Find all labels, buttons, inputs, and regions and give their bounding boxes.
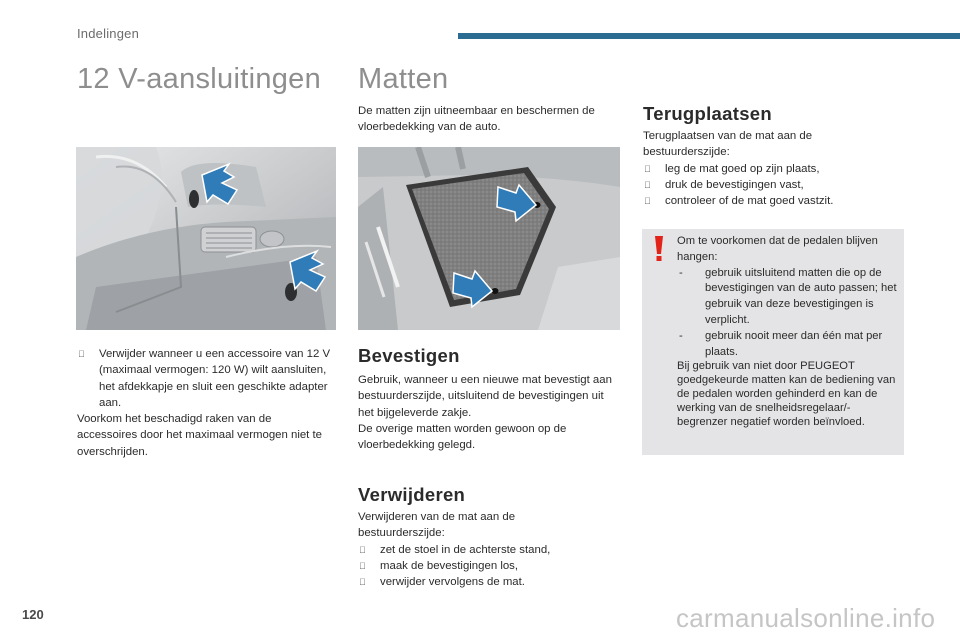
header-bar bbox=[458, 33, 960, 39]
section-label: Indelingen bbox=[77, 26, 139, 41]
list-item: controleer of de mat goed vastzit. bbox=[643, 193, 898, 209]
bullet-icon bbox=[78, 346, 85, 362]
floor-mat-illustration bbox=[358, 147, 620, 330]
bullet-icon bbox=[644, 161, 651, 177]
dash-marker: - bbox=[679, 329, 683, 342]
remove-text bbox=[358, 509, 603, 590]
bullet-icon bbox=[644, 193, 651, 209]
dash-marker: - bbox=[679, 266, 683, 279]
install-text: Gebruik, wanneer u een nieuwe mat bevestigt aan bestuurderszijde, uitsluitend de bevestigingen uit het bijgeleverde zakje. De overige matten worden gewoon op de vloerbedekking gelegd. bbox=[358, 374, 612, 452]
socket-note: Voorkom het beschadigd raken van de accessoires door het maximaal vermogen niet te overschrijden. bbox=[77, 413, 323, 458]
heading-refit: Terugplaatsen bbox=[643, 103, 772, 124]
bullet-icon bbox=[359, 558, 366, 574]
socket-instructions bbox=[77, 346, 332, 460]
bullet-icon bbox=[359, 542, 366, 558]
remove-intro: Verwijderen van de mat aan de bestuurderszijde: bbox=[358, 511, 516, 540]
refit-bullet-list bbox=[643, 161, 898, 210]
watermark: carmanualsonline.info bbox=[676, 603, 936, 633]
list-item: druk de bevestigingen vast, bbox=[643, 177, 898, 193]
title-mats: Matten bbox=[358, 63, 449, 95]
warning-text bbox=[677, 234, 899, 429]
socket-illustration bbox=[76, 147, 336, 330]
socket-bullet-list bbox=[77, 346, 332, 411]
list-item: - gebruik uitsluitend matten die op de bevestigingen van de auto passen; het gebruik van deze bevestigingen is verplicht. bbox=[679, 266, 897, 326]
bullet-icon bbox=[644, 177, 651, 193]
list-item: leg de mat goed op zijn plaats, bbox=[643, 161, 898, 177]
exclamation-icon bbox=[652, 236, 666, 262]
list-item: - gebruik nooit meer dan één mat per plaats. bbox=[679, 329, 883, 358]
list-item: Verwijder wanneer u een accessoire van 12 V (maximaal vermogen: 120 W) wilt aansluiten, het afdekkapje en sluit een geschikte adapter aan. bbox=[77, 346, 332, 411]
list-item: zet de stoel in de achterste stand, bbox=[358, 542, 603, 558]
list-item: maak de bevestigingen los, bbox=[358, 558, 603, 574]
refit-intro: Terugplaatsen van de mat aan de bestuurderszijde: bbox=[643, 130, 813, 159]
title-12v-sockets: 12 V-aansluitingen bbox=[77, 63, 322, 95]
bullet-icon bbox=[359, 574, 366, 590]
warning-outro: Bij gebruik van niet door PEUGEOT goedgekeurde matten kan de bediening van de pedalen worden gehinderd en kan de werking van de snelheidsregelaar/-begrenzer negatief worden beïnvloed. bbox=[677, 360, 896, 428]
refit-text bbox=[643, 128, 898, 209]
warning-intro: Om te voorkomen dat de pedalen blijven hangen: bbox=[677, 235, 878, 263]
heading-install: Bevestigen bbox=[358, 345, 460, 366]
remove-bullet-list bbox=[358, 542, 603, 591]
page-number: 120 bbox=[22, 607, 44, 622]
heading-remove: Verwijderen bbox=[358, 484, 466, 505]
mats-intro: De matten zijn uitneembaar en beschermen de vloerbedekking van de auto. bbox=[358, 105, 595, 134]
list-item: verwijder vervolgens de mat. bbox=[358, 574, 603, 590]
